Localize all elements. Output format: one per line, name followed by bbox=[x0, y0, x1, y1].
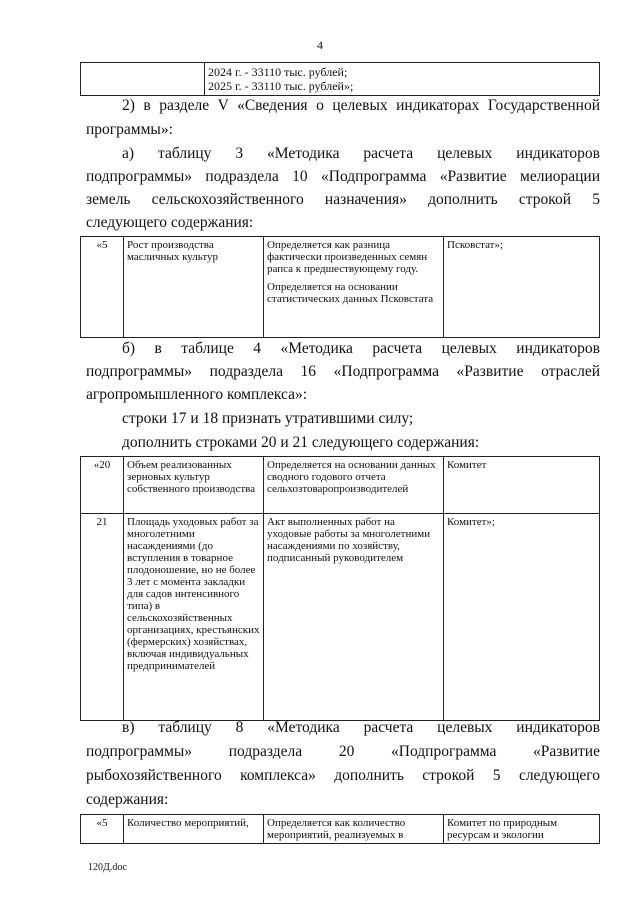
item-a-line1: а) таблицу 3 «Методика расчета целевых индикаторов bbox=[122, 145, 600, 162]
data-source: Комитет»; bbox=[444, 514, 600, 721]
indicator-name: Количество мероприятий, bbox=[124, 815, 264, 844]
indicator-name: Площадь уходовых работ за многолетними насаждениями (до вступления в товарное плодоношение, но не более 3 лет с момента закладки для садов интенсивного типа) в сельскохозяйственных организациях, крестьянских (фермерских) хозяйствах, включая индивидуальных предпринимателей bbox=[124, 514, 264, 721]
item-a-line4: следующего содержания: bbox=[86, 214, 254, 231]
row-number: 21 bbox=[81, 514, 124, 721]
item-b-line1: б) в таблице 4 «Методика расчета целевых индикаторов bbox=[122, 340, 600, 357]
budget-line-2024: 2024 г. - 33110 тыс. рублей; bbox=[208, 65, 348, 79]
section-v-heading-line2: программы»: bbox=[86, 121, 173, 138]
budget-line-2025: 2025 г. - 33110 тыс. рублей»; bbox=[208, 79, 354, 93]
table-row bbox=[81, 457, 600, 514]
document-filename: 120Д.doc bbox=[88, 862, 127, 873]
empty-cell bbox=[81, 63, 205, 96]
add-rows-20-21: дополнить строками 20 и 21 следующего содержания: bbox=[122, 434, 480, 451]
item-b-line2: подпрограммы» подраздела 16 «Подпрограмма «Развитие отраслей bbox=[86, 363, 600, 380]
continuation-table bbox=[80, 62, 600, 96]
method-text: Акт выполненных работ на уходовые работы за многолетними насаждениями по хозяйству, подписанный руководителем bbox=[264, 514, 444, 721]
item-a-line2: подпрограммы» подраздела 10 «Подпрограмма «Развитие мелиорации bbox=[86, 168, 600, 185]
method-text: Определяется как количество мероприятий, реализуемых в bbox=[264, 815, 444, 844]
row-number: «5 bbox=[81, 237, 124, 338]
item-v-line4: содержания: bbox=[86, 791, 169, 808]
method-text: Определяется на основании данных сводного годового отчета сельхозтоваропроизводителей bbox=[264, 457, 444, 514]
item-v-line2: подпрограммы» подраздела 20 «Подпрограмма «Развитие bbox=[86, 743, 600, 760]
data-source: Комитет по природным ресурсам и экологии bbox=[444, 815, 600, 844]
table-row bbox=[81, 514, 600, 721]
section-v-heading-line1: 2) в разделе V «Сведения о целевых индикаторах Государственной bbox=[122, 97, 600, 114]
rows-17-18-repeal: строки 17 и 18 признать утратившими силу; bbox=[122, 410, 414, 427]
item-v-line3: рыбохозяйственного комплекса» дополнить строкой 5 следующего bbox=[86, 767, 600, 784]
indicator-name: Объем реализованных зерновых культур собственного производства bbox=[124, 457, 264, 514]
row-number: «5 bbox=[81, 815, 124, 844]
table-rows-20-21 bbox=[80, 456, 600, 721]
indicator-name: Рост производства масличных культур bbox=[124, 237, 264, 338]
table-row-5-fishery bbox=[80, 814, 600, 844]
data-source: Комитет bbox=[444, 457, 600, 514]
item-b-line3: агропромышленного комплекса»: bbox=[86, 386, 308, 403]
data-source: Псковстат»; bbox=[444, 237, 600, 338]
page-number: 4 bbox=[317, 38, 323, 52]
budget-cell bbox=[205, 63, 600, 96]
method-text-a: Определяется как разница фактически произведенных семян рапса к предшествующему году. bbox=[267, 239, 428, 275]
method-cell bbox=[264, 237, 444, 338]
item-v-line1: в) таблицу 8 «Методика расчета целевых индикаторов bbox=[122, 719, 600, 736]
table-row-5-oilseeds bbox=[80, 236, 600, 338]
row-number: «20 bbox=[81, 457, 124, 514]
item-a-line3: земель сельскохозяйственного назначения» дополнить строкой 5 bbox=[86, 191, 600, 208]
method-text-b: Определяется на основании статистических данных Псковстата bbox=[267, 281, 434, 305]
